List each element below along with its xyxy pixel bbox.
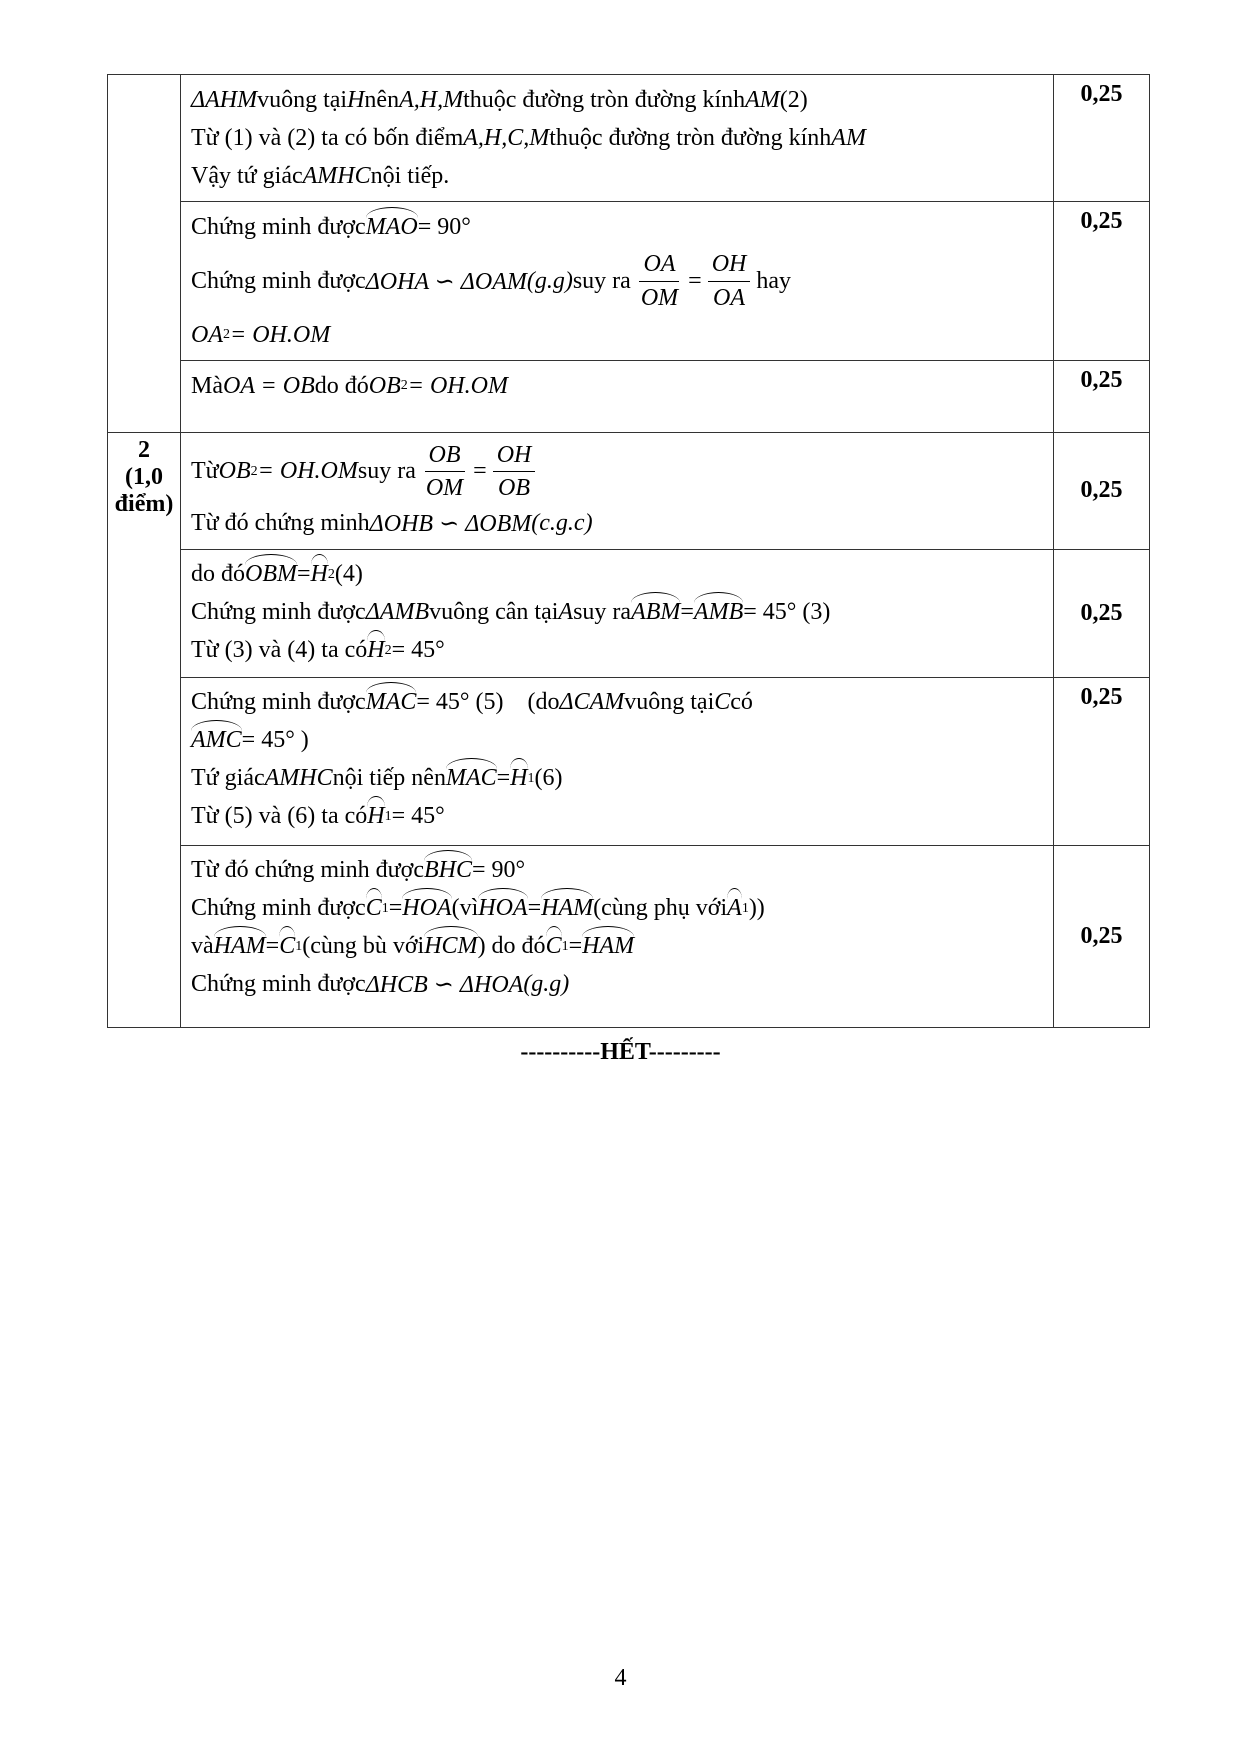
text: = (265, 933, 280, 960)
subscript: 1 (384, 808, 392, 824)
angle: C (279, 933, 296, 960)
subscript: 1 (381, 900, 389, 916)
text: (vì (451, 895, 479, 922)
numerator: OH (493, 439, 536, 472)
text: suy ra (572, 267, 631, 294)
text: nên (364, 86, 400, 113)
math-text: OB (218, 458, 251, 485)
answer-cell (181, 433, 1054, 550)
numerator: OH (708, 248, 751, 281)
fraction (708, 248, 751, 314)
math-text: (g.g) (526, 267, 573, 294)
angle: BHC (424, 857, 473, 884)
text: (cùng bù với (302, 933, 425, 960)
text: có (730, 689, 753, 716)
text: Chứng minh được (191, 895, 366, 922)
score-cell: 0,25 (1054, 361, 1150, 433)
text: và (191, 933, 214, 960)
angle: MAC (445, 765, 497, 792)
numerator: OA (639, 248, 679, 281)
text: = (568, 933, 583, 960)
answer-cell (181, 845, 1054, 1027)
text: (6) (534, 765, 563, 792)
text: Chứng minh được (191, 267, 366, 294)
subscript: 1 (741, 900, 749, 916)
subscript: 2 (384, 642, 392, 658)
superscript: 2 (400, 378, 408, 393)
table-row (108, 433, 1150, 550)
angle: HOA (478, 895, 528, 922)
table-row (108, 361, 1150, 433)
angle: C (365, 895, 382, 922)
angle: HAM (582, 933, 635, 960)
score-cell: 0,25 (1054, 677, 1150, 845)
text: (4) (334, 561, 363, 588)
angle: HCM (424, 933, 478, 960)
text: = (296, 561, 311, 588)
text: = 45° (391, 803, 445, 830)
score-cell: 0,25 (1054, 845, 1150, 1027)
math-text: ΔAHM (191, 86, 258, 113)
part-cell (108, 75, 181, 433)
text: Từ đó chứng minh (191, 510, 370, 537)
superscript: 2 (250, 463, 258, 479)
math-text: (c.g.c) (531, 510, 593, 537)
text: thuộc đường tròn đường kính (463, 86, 746, 113)
score-cell: 0,25 (1054, 202, 1150, 361)
text: do đó (314, 372, 369, 399)
text: nội tiếp. (370, 162, 450, 189)
angle: H (367, 803, 385, 830)
text: = 90° (417, 213, 471, 240)
answer-cell (181, 549, 1054, 677)
text: suy ra (573, 599, 632, 626)
table-row (108, 549, 1150, 677)
table-row (108, 677, 1150, 845)
math-text: AMHC (264, 765, 333, 792)
answer-cell (181, 677, 1054, 845)
angle: MAC (365, 689, 417, 716)
text: Chứng minh được (191, 213, 366, 240)
angle: OBM (245, 561, 297, 588)
math-text: OA (191, 321, 223, 348)
text: Từ đó chứng minh được (191, 857, 425, 884)
subscript: 2 (327, 566, 335, 582)
angle: H (367, 637, 385, 664)
math-text: ΔHCB ∽ ΔHOA (365, 972, 524, 999)
text: Từ (191, 458, 219, 485)
math-text: ΔCAM (559, 689, 625, 716)
part-cell (108, 433, 181, 1028)
score-cell: 0,25 (1054, 433, 1150, 550)
text: Mà (191, 372, 223, 399)
text: (2) (779, 86, 808, 113)
angle: C (545, 933, 562, 960)
angle: H (310, 561, 328, 588)
text: vuông cân tại (429, 599, 559, 626)
text: = (496, 765, 511, 792)
math-text: ΔAMB (365, 599, 430, 626)
text: Tứ giác (191, 765, 265, 792)
math-text: A (558, 599, 574, 626)
math-text: C (714, 689, 731, 716)
text: nội tiếp nên (332, 765, 446, 792)
angle: MAO (365, 213, 418, 240)
text: vuông tại (257, 86, 348, 113)
text: = 45° (391, 637, 445, 664)
text: Từ (1) và (2) ta có bốn điểm (191, 124, 464, 151)
part-points-unit: điểm) (114, 491, 174, 517)
math-text: = OH.OM (257, 458, 358, 485)
fraction (422, 439, 467, 505)
math-text: AMHC (302, 162, 371, 189)
math-text: AM (831, 124, 866, 151)
score-cell: 0,25 (1054, 75, 1150, 202)
subscript: 1 (295, 938, 303, 954)
text: )) (748, 895, 765, 922)
angle: AMC (191, 727, 242, 754)
part-points: (1,0 (125, 464, 163, 490)
math-text: AM (745, 86, 780, 113)
subscript: 1 (527, 770, 535, 786)
angle: A (727, 895, 742, 922)
text: (cùng phụ với (593, 895, 728, 922)
text: = (527, 895, 542, 922)
text: Từ (3) và (4) ta có (191, 637, 368, 664)
denominator: OA (713, 284, 746, 311)
angle: AMB (693, 599, 744, 626)
text: = (680, 599, 694, 626)
answer-cell (181, 361, 1054, 433)
answer-cell (181, 202, 1054, 361)
equals: = (688, 267, 702, 294)
text: suy ra (357, 458, 416, 485)
part-number: 2 (138, 437, 150, 463)
text: Từ (5) và (6) ta có (191, 803, 368, 830)
math-text: OA = OB (223, 372, 315, 399)
fraction (637, 248, 682, 314)
angle: H (510, 765, 528, 792)
math-text: ΔOHA ∽ ΔOAM (365, 268, 527, 295)
denominator: OM (425, 475, 464, 502)
math-text: = OH.OM (230, 321, 331, 348)
angle: HOA (402, 895, 452, 922)
superscript: 2 (223, 327, 230, 342)
text: Chứng minh được (191, 599, 366, 626)
angle: ABM (631, 599, 681, 626)
math-text: (g.g) (523, 971, 570, 998)
math-text: A,H,M (399, 86, 464, 113)
math-text: ΔOHB ∽ ΔOBM (369, 511, 532, 538)
text: = 45° ) (241, 727, 309, 754)
page-number: 4 (614, 1665, 627, 1691)
text: Chứng minh được (191, 689, 366, 716)
text: hay (756, 267, 792, 294)
end-marker: ----------HẾT--------- (520, 1039, 721, 1065)
subscript: 1 (561, 938, 569, 954)
fraction (493, 439, 536, 505)
text: = 90° (472, 857, 526, 884)
math-text: A,H,C,M (463, 124, 550, 151)
text: ) do đó (477, 933, 546, 960)
math-text: = OH.OM (407, 372, 508, 399)
math-text: OB (368, 372, 401, 399)
text: Chứng minh được (191, 971, 366, 998)
text: Vậy tứ giác (191, 162, 303, 189)
angle: HAM (541, 895, 594, 922)
math-text: H (347, 86, 365, 113)
text: = 45° (3) (743, 599, 831, 626)
angle: HAM (213, 933, 266, 960)
numerator: OB (425, 439, 465, 472)
text: (do (527, 689, 560, 716)
equals: = (473, 458, 487, 485)
table-row (108, 75, 1150, 202)
answer-cell (181, 75, 1054, 202)
text: = 45° (5) (416, 689, 504, 716)
denominator: OB (498, 475, 531, 502)
denominator: OM (640, 284, 679, 311)
score-cell: 0,25 (1054, 549, 1150, 677)
text: = (388, 895, 403, 922)
table-row (108, 202, 1150, 361)
text: do đó (191, 561, 245, 588)
text: thuộc đường tròn đường kính (549, 124, 832, 151)
table-row (108, 845, 1150, 1027)
text: vuông tại (624, 689, 715, 716)
grading-table (107, 74, 1150, 1028)
